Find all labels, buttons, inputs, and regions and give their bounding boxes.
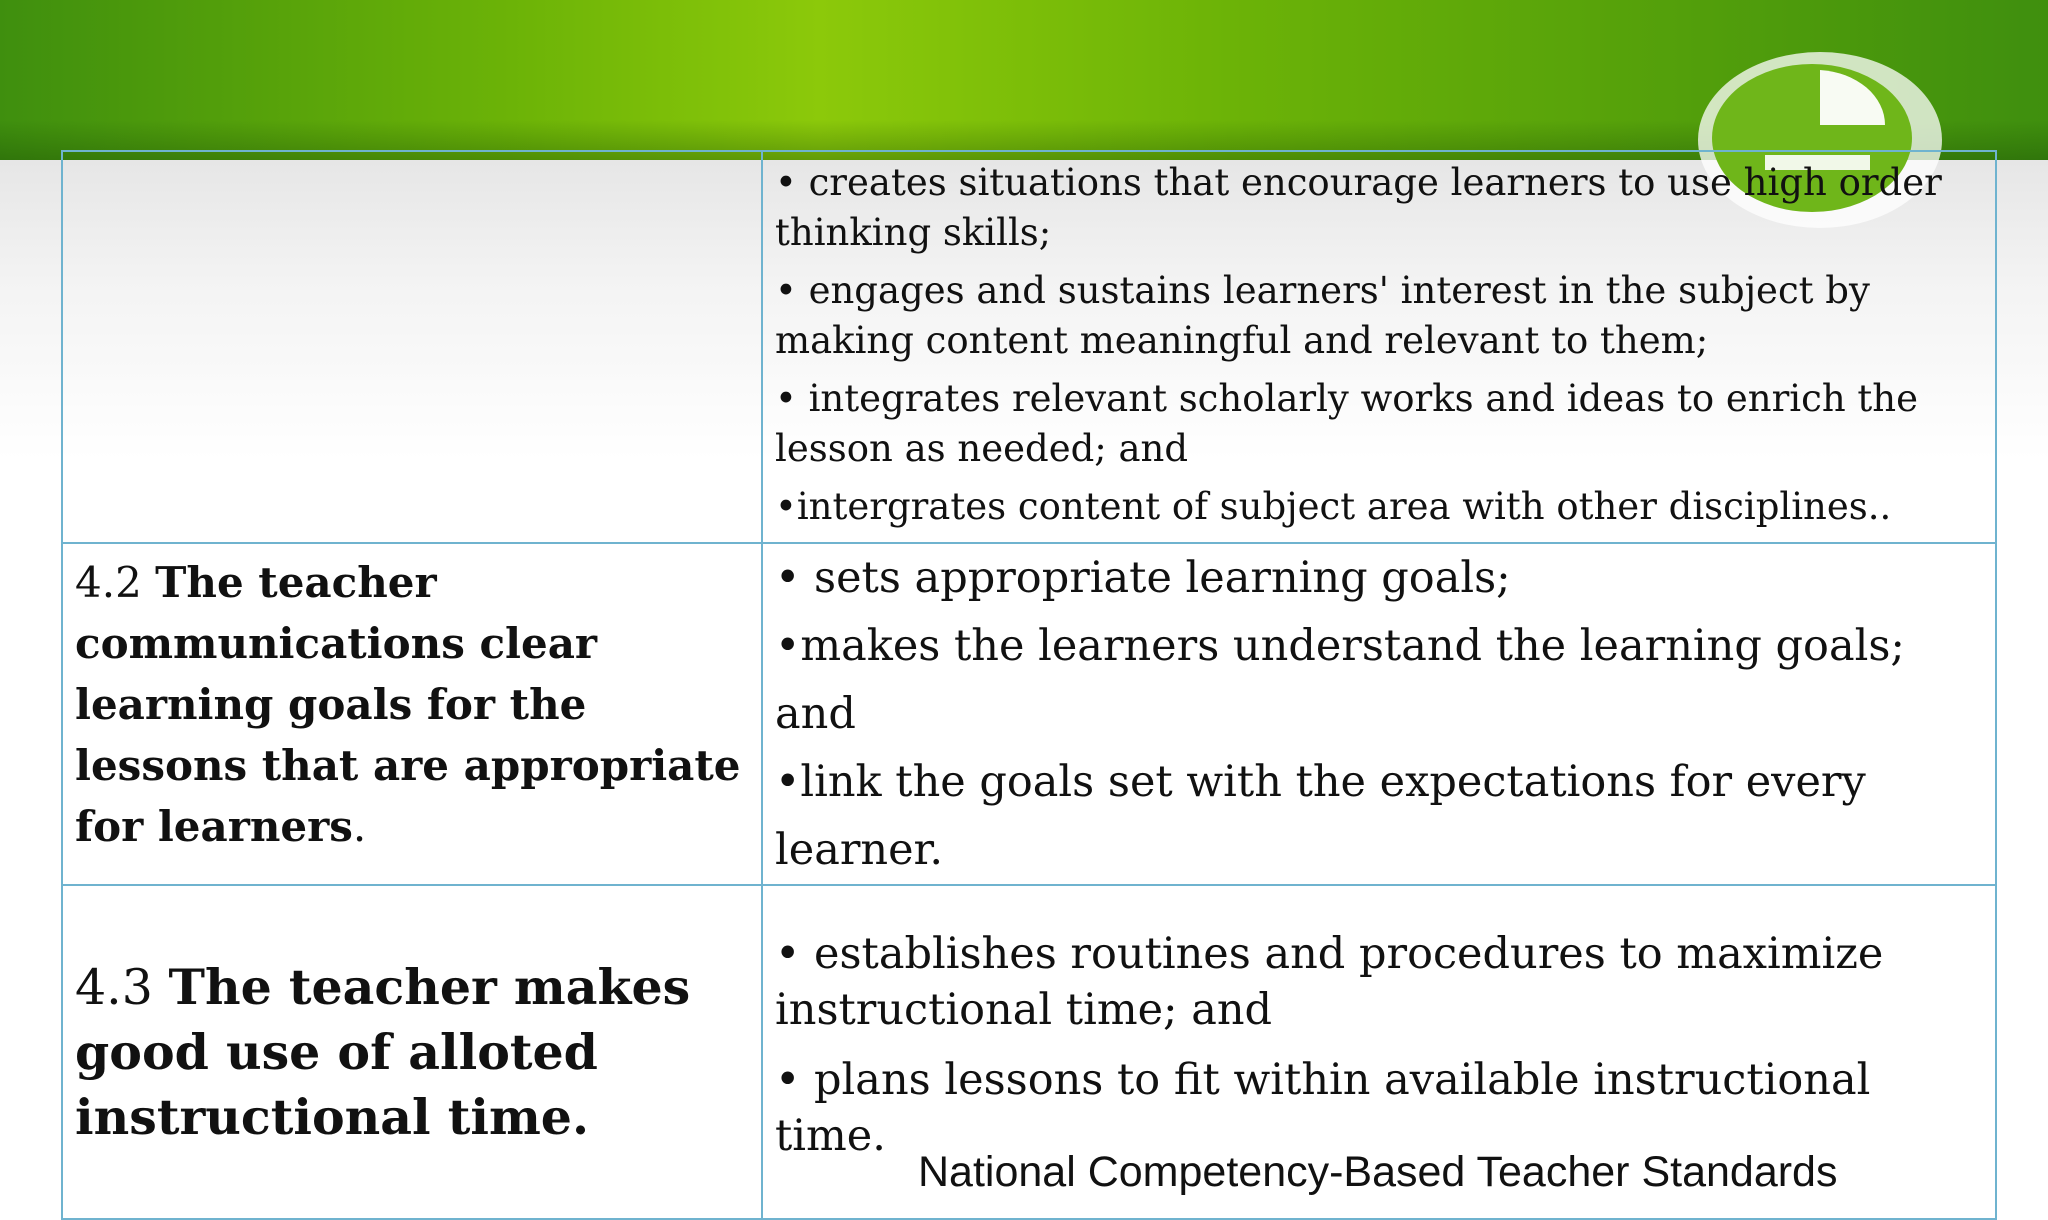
indicator-bullet: • establishes routines and procedures to maximize instructional time; and [775,929,1884,1035]
competency-suffix: . [352,802,367,851]
indicator-bullet: •makes the learners understand the learning goals; and [775,621,1905,739]
indicator-cell [762,151,1996,543]
indicator-cell [762,543,1996,885]
table-row [62,151,1996,543]
competency-table [61,150,1997,1220]
competency-text: The teacher communications clear learning goals for the lessons that are appropriate for learners [75,558,741,851]
competency-cell [62,543,762,885]
indicator-bullet: •link the goals set with the expectations for every learner. [775,757,1866,875]
indicator-bullet: • engages and sustains learners' interest in the subject by making content meaningful and relevant to them; [775,269,1870,362]
indicator-bullet: • plans lessons to fit within available instructional time. [775,1055,1871,1161]
indicator-bullet: •intergrates content of subject area with other disciplines.. [775,485,1892,528]
table-row [62,543,1996,885]
indicator-bullet: • sets appropriate learning goals; [775,553,1511,603]
competency-number: 4.3 [75,958,169,1016]
competency-text: The teacher makes good use of alloted instructional time. [75,957,691,1146]
competency-cell [62,151,762,543]
indicator-bullet: • integrates relevant scholarly works and ideas to enrich the lesson as needed; and [775,377,1919,470]
competency-cell [62,885,762,1219]
footer-title: National Competency-Based Teacher Standards [918,1148,1838,1196]
competency-number: 4.2 [75,558,156,607]
indicator-bullet: • creates situations that encourage learners to use high order thinking skills; [775,161,1942,254]
